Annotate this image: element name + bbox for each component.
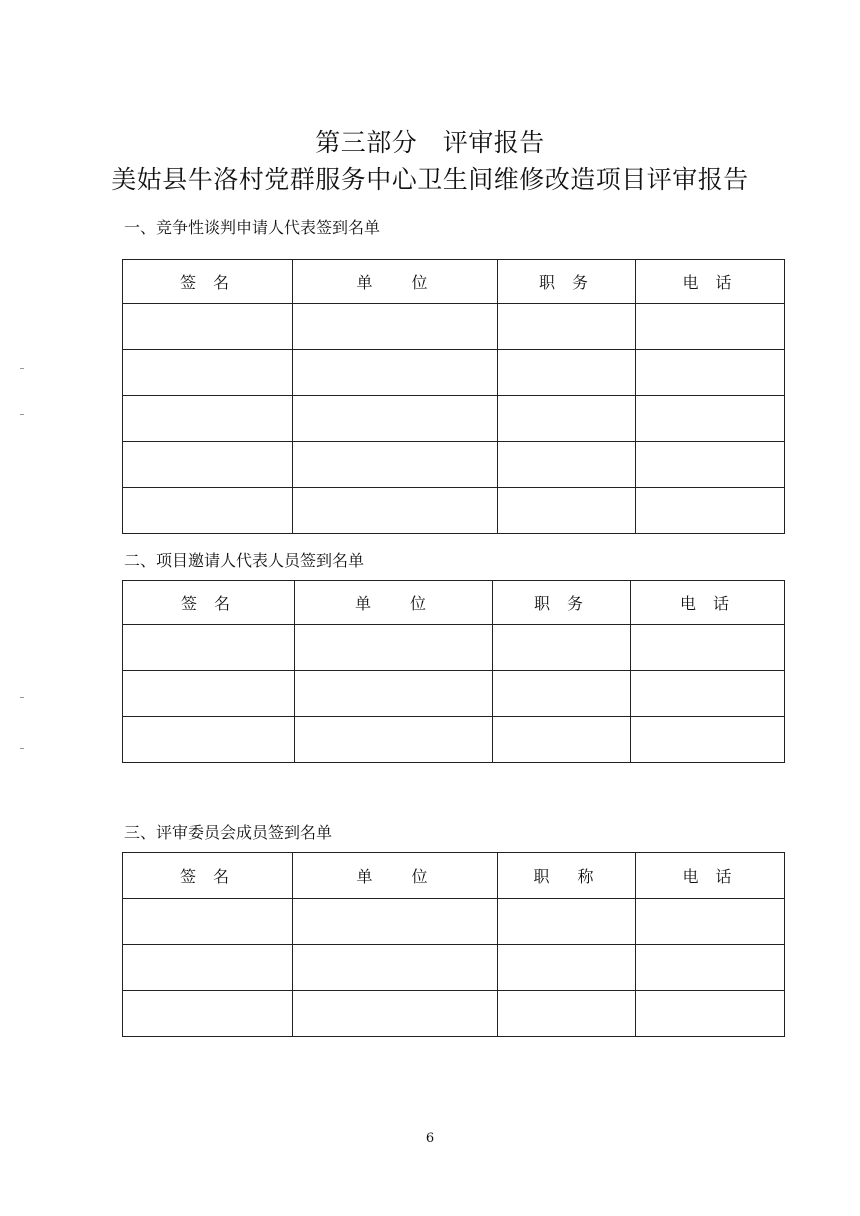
unit-cell[interactable]	[293, 991, 498, 1037]
title-cell[interactable]	[498, 899, 636, 945]
position-cell[interactable]	[498, 442, 636, 488]
unit-cell[interactable]	[293, 396, 498, 442]
phone-cell[interactable]	[636, 442, 785, 488]
scan-mark	[20, 697, 24, 698]
part-title: 第三部分 评审报告	[315, 128, 545, 157]
title-cell[interactable]	[498, 991, 636, 1037]
column-header-unit: 单 位	[293, 853, 498, 899]
unit-cell[interactable]	[295, 671, 493, 717]
title-cell[interactable]	[498, 945, 636, 991]
column-header-unit: 单 位	[293, 260, 498, 304]
signature-cell[interactable]	[123, 625, 295, 671]
phone-cell[interactable]	[636, 899, 785, 945]
phone-cell[interactable]	[636, 396, 785, 442]
column-header-signature: 签 名	[123, 581, 295, 625]
table-row	[123, 991, 785, 1037]
page-number: 6	[425, 1131, 435, 1146]
signature-cell[interactable]	[123, 350, 293, 396]
phone-cell[interactable]	[631, 625, 785, 671]
phone-cell[interactable]	[636, 991, 785, 1037]
position-cell[interactable]	[498, 304, 636, 350]
table-row	[123, 396, 785, 442]
signature-cell[interactable]	[123, 945, 293, 991]
column-header-position: 职 务	[498, 260, 636, 304]
column-header-phone: 电 话	[631, 581, 785, 625]
position-cell[interactable]	[498, 350, 636, 396]
signature-cell[interactable]	[123, 442, 293, 488]
table-header-row	[123, 260, 785, 304]
column-header-phone: 电 话	[636, 260, 785, 304]
table-row	[123, 945, 785, 991]
table-row	[123, 671, 785, 717]
signature-cell[interactable]	[123, 671, 295, 717]
column-header-unit: 单 位	[295, 581, 493, 625]
scan-mark	[20, 368, 24, 369]
phone-cell[interactable]	[636, 304, 785, 350]
section-2-heading: 二、项目邀请人代表人员签到名单	[124, 551, 365, 570]
signature-cell[interactable]	[123, 488, 293, 534]
signature-cell[interactable]	[123, 304, 293, 350]
signature-cell[interactable]	[123, 899, 293, 945]
table-row	[123, 488, 785, 534]
unit-cell[interactable]	[293, 899, 498, 945]
sign-in-table-review-committee	[122, 852, 785, 1037]
phone-cell[interactable]	[631, 717, 785, 763]
sign-in-table-applicants	[122, 259, 785, 534]
table-row	[123, 442, 785, 488]
position-cell[interactable]	[493, 717, 631, 763]
position-cell[interactable]	[493, 625, 631, 671]
unit-cell[interactable]	[295, 717, 493, 763]
table-row	[123, 899, 785, 945]
column-header-signature: 签 名	[123, 853, 293, 899]
table-header-row	[123, 853, 785, 899]
section-3-heading: 三、评审委员会成员签到名单	[124, 823, 333, 842]
table-header-row	[123, 581, 785, 625]
unit-cell[interactable]	[293, 442, 498, 488]
table-row	[123, 304, 785, 350]
column-header-position: 职 务	[493, 581, 631, 625]
column-header-title: 职 称	[498, 853, 636, 899]
position-cell[interactable]	[493, 671, 631, 717]
sign-in-table-inviters	[122, 580, 785, 763]
section-1-heading: 一、竞争性谈判申请人代表签到名单	[124, 218, 381, 237]
signature-cell[interactable]	[123, 717, 295, 763]
column-header-signature: 签 名	[123, 260, 293, 304]
phone-cell[interactable]	[636, 945, 785, 991]
table-row	[123, 350, 785, 396]
phone-cell[interactable]	[636, 488, 785, 534]
report-title: 美姑县牛洛村党群服务中心卫生间维修改造项目评审报告	[111, 165, 749, 194]
position-cell[interactable]	[498, 488, 636, 534]
column-header-phone: 电 话	[636, 853, 785, 899]
signature-cell[interactable]	[123, 991, 293, 1037]
unit-cell[interactable]	[295, 625, 493, 671]
phone-cell[interactable]	[636, 350, 785, 396]
unit-cell[interactable]	[293, 945, 498, 991]
unit-cell[interactable]	[293, 304, 498, 350]
unit-cell[interactable]	[293, 350, 498, 396]
phone-cell[interactable]	[631, 671, 785, 717]
signature-cell[interactable]	[123, 396, 293, 442]
scan-mark	[20, 748, 24, 749]
table-row	[123, 625, 785, 671]
position-cell[interactable]	[498, 396, 636, 442]
table-row	[123, 717, 785, 763]
unit-cell[interactable]	[293, 488, 498, 534]
scan-mark	[20, 414, 24, 415]
